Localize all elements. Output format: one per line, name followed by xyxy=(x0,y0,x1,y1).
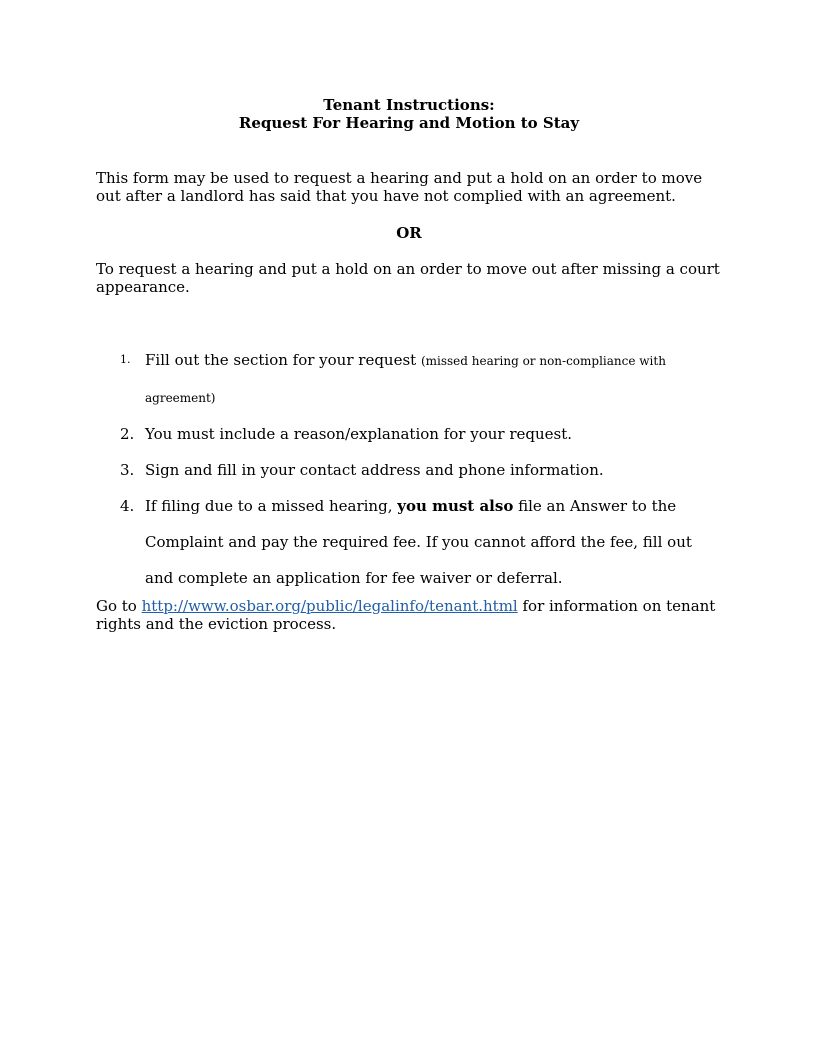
step-note: (missed hearing or non-compliance with agreement) xyxy=(145,354,666,405)
step-text: Sign and fill in your contact address and phone information. xyxy=(145,461,604,479)
step-text-after: file an Answer to the Complaint and pay the required fee. If you cannot afford the fee, fill out and complete an application for fee waiver or deferral. xyxy=(145,497,692,587)
step-number: 3. xyxy=(120,461,135,479)
step-4 xyxy=(96,488,736,596)
osbar-tenant-link[interactable]: http://www.osbar.org/public/legalinfo/tenant.html xyxy=(141,597,518,615)
intro-paragraph-1: This form may be used to request a hearing and put a hold on an order to move out after a landlord has said that you have not complied with an agreement. xyxy=(96,169,703,205)
step-text: You must include a reason/explanation for your request. xyxy=(145,425,573,443)
step-text: Fill out the section for your request xyxy=(145,351,421,369)
step-number: 4. xyxy=(120,497,135,515)
step-2 xyxy=(96,416,736,452)
intro-paragraph-2: To request a hearing and put a hold on an order to move out after missing a court appearance. xyxy=(96,260,720,296)
document-title xyxy=(96,96,722,132)
title-line-1: Tenant Instructions: xyxy=(323,96,495,114)
footer-suffix: for information on tenant rights and the eviction process. xyxy=(96,597,716,633)
step-3 xyxy=(96,452,736,488)
step-emphasis: you must also xyxy=(397,497,514,515)
step-text-before: If filing due to a missed hearing, xyxy=(145,497,398,515)
instruction-steps xyxy=(96,342,736,596)
step-number: 1. xyxy=(120,353,131,366)
step-number: 2. xyxy=(120,425,135,443)
or-separator: OR xyxy=(396,224,422,242)
footer-prefix: Go to xyxy=(96,597,142,615)
title-line-2: Request For Hearing and Motion to Stay xyxy=(238,114,580,132)
step-1 xyxy=(96,342,736,416)
footer-paragraph xyxy=(96,597,722,633)
